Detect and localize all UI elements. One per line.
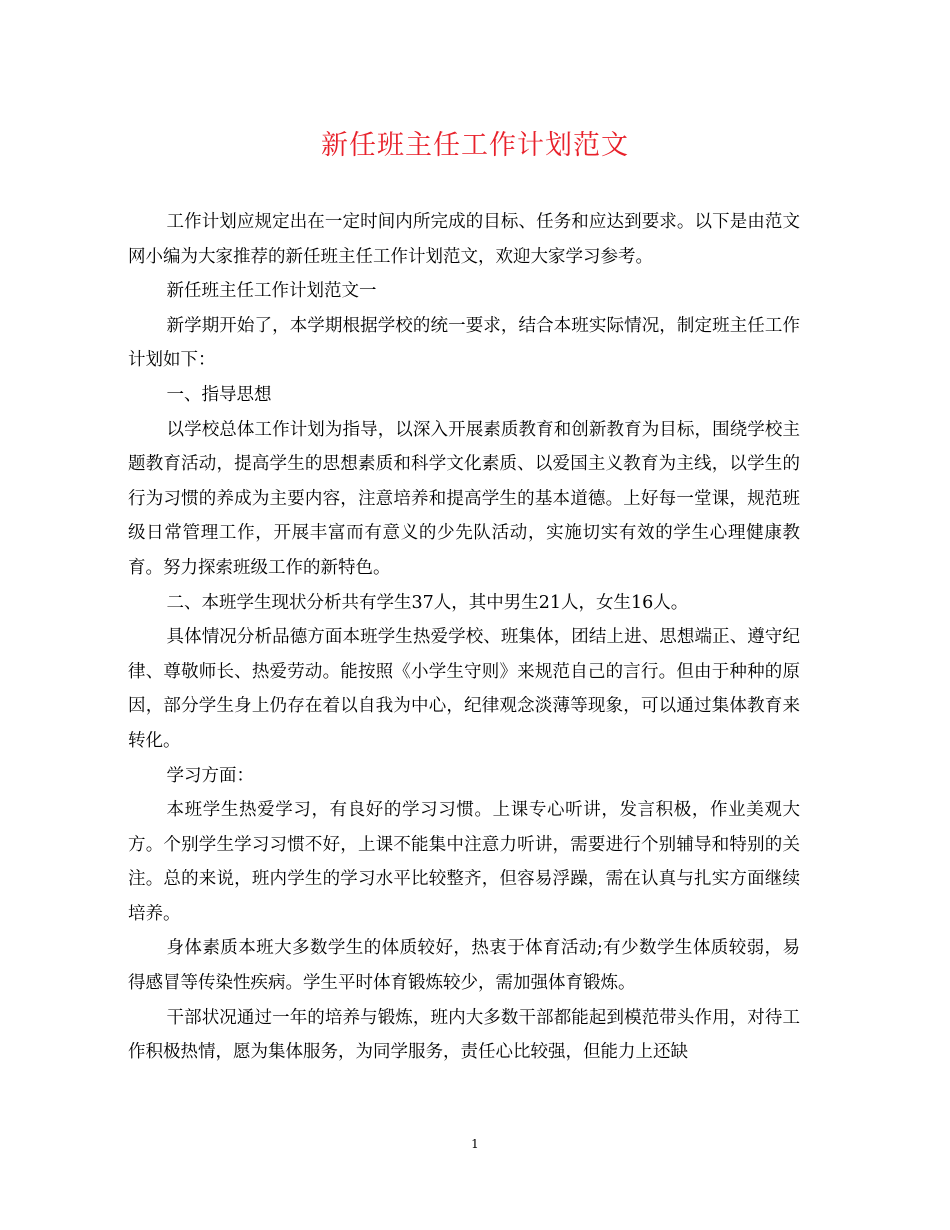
section-heading: 新任班主任工作计划范文一 <box>166 281 377 302</box>
paragraph: 干部状况通过一年的培养与锻炼，班内大多数干部都能起到模范带头作用，对待工作积极热情，愿为集体服务，为同学服务，责任心比较强，但能力上还缺 <box>128 1007 800 1063</box>
document-title: 新任班主任工作计划范文 <box>321 130 629 161</box>
paragraph: 身体素质本班大多数学生的体质较好，热衷于体育活动;有少数学生体质较弱，易得感冒等传染性疾病。学生平时体育锻炼较少，需加强体育锻炼。 <box>128 938 800 994</box>
paragraph: 具体情况分析品德方面本班学生热爱学校、班集体，团结上进、思想端正、遵守纪律、尊敬师长、热爱劳动。能按照《小学生守则》来规范自己的言行。但由于种种的原因，部分学生身上仍存在着以自我为中心，纪律观念淡薄等现象，可以通过集体教育来转化。 <box>128 627 800 751</box>
paragraph: 以学校总体工作计划为指导，以深入开展素质教育和创新教育为目标，围绕学校主题教育活动，提高学生的思想素质和科学文化素质、以爱国主义教育为主线，以学生的行为习惯的养成为主要内容，注意培养和提高学生的基本道德。上好每一堂课，规范班级日常管理工作，开展丰富而有意义的少先队活动，实施切实有效的学生心理健康教育。努力探索班级工作的新特色。 <box>128 419 800 578</box>
document-body <box>128 205 800 1070</box>
paragraph: 二、本班学生现状分析共有学生37人，其中男生21人，女生16人。 <box>166 592 689 613</box>
section-heading: 学习方面： <box>166 765 254 786</box>
section-heading: 一、指导思想 <box>166 384 272 405</box>
paragraph: 工作计划应规定出在一定时间内所完成的目标、任务和应达到要求。以下是由范文网小编为大家推荐的新任班主任工作计划范文，欢迎大家学习参考。 <box>128 212 800 267</box>
paragraph: 新学期开始了，本学期根据学校的统一要求，结合本班实际情况，制定班主任工作计划如下： <box>128 315 800 371</box>
page-number: 1 <box>471 1137 479 1151</box>
paragraph: 本班学生热爱学习，有良好的学习习惯。上课专心听讲，发言积极，作业美观大方。个别学生学习习惯不好，上课不能集中注意力听讲，需要进行个别辅导和特别的关注。总的来说，班内学生的学习水平比较整齐，但容易浮躁，需在认真与扎实方面继续培养。 <box>128 800 800 924</box>
